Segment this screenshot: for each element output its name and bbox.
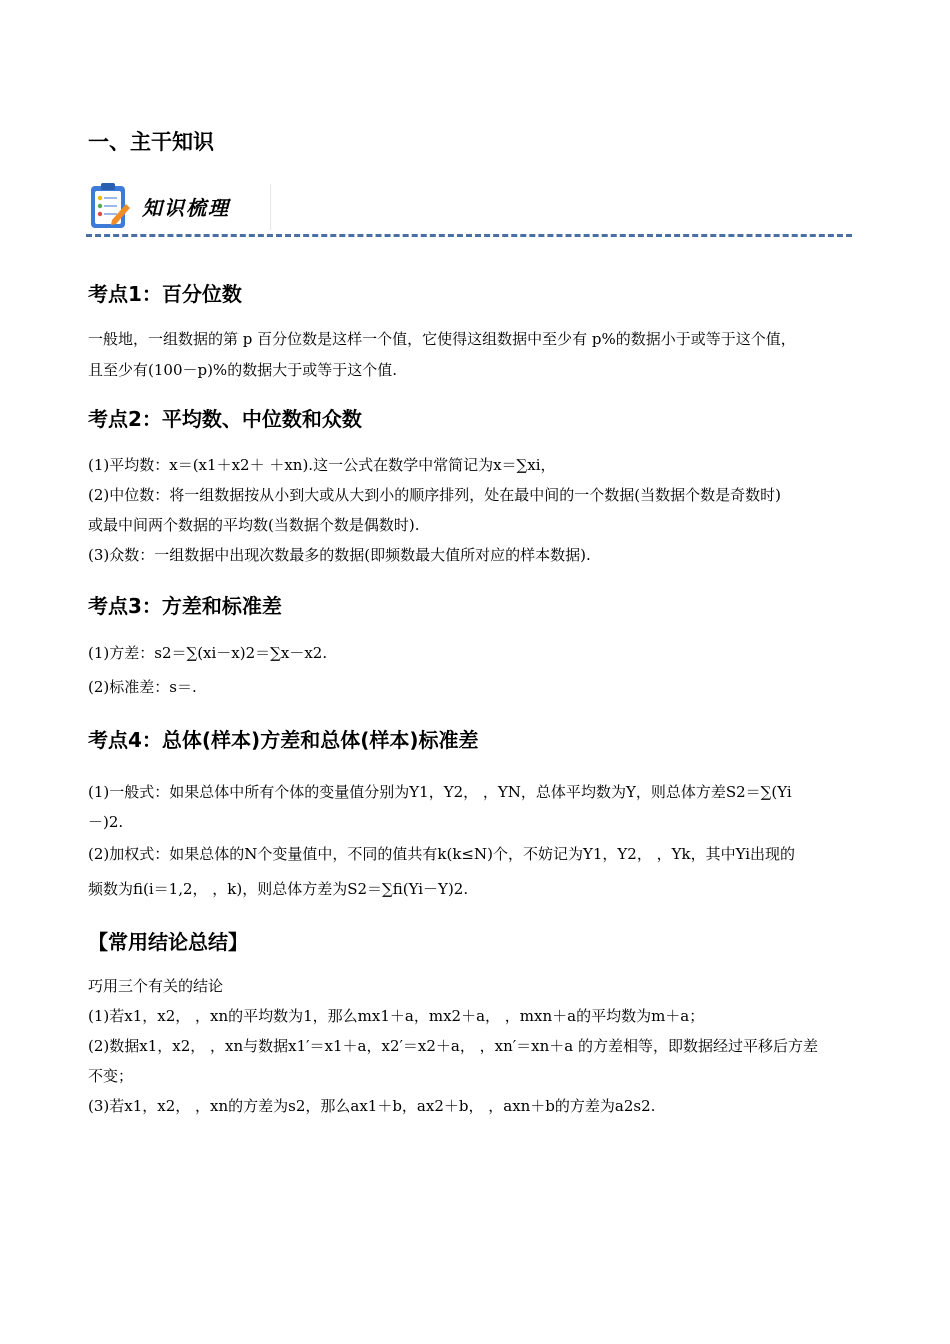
- k2-line-3: 或最中间两个数据的平均数(当数据个数是偶数时).: [88, 516, 420, 534]
- section-title: 一、主干知识: [88, 130, 214, 154]
- summary-line-1: 巧用三个有关的结论: [88, 977, 224, 995]
- k2-line-2: (2)中位数：将一组数据按从小到大或从大到小的顺序排列，处在最中间的一个数据(当数据个数是奇数时): [88, 486, 781, 504]
- summary-line-5: (3)若x1，x2， ，xn的方差为s2，那么ax1＋b，ax2＋b， ，axn＋b的方差为a2s2.: [88, 1097, 656, 1115]
- k4-line-3: (2)加权式：如果总体的N个变量值中，不同的值共有k(k≤N)个，不妨记为Y1，Y2， ，Yk，其中Yi出现的: [88, 845, 796, 863]
- k3-line-1: (1)方差：s2＝∑(xi－x)2＝∑x－x2.: [88, 644, 328, 662]
- k3-line-2: (2)标准差：s＝.: [88, 678, 197, 696]
- knowledge-banner: [86, 176, 852, 240]
- k3-title: 考点3：方差和标准差: [88, 594, 282, 618]
- banner-title: 知识梳理: [142, 196, 230, 220]
- k1-line-1-text: 一般地，一组数据的第 p 百分位数是这样一个值，它使得这组数据中至少有 p%的数据小于或等于这个值，: [88, 330, 796, 348]
- k1-line-2: 且至少有(100－p)%的数据大于或等于这个值.: [88, 361, 397, 379]
- summary-line-3: (2)数据x1，x2， ，xn与数据x1′＝x1＋a，x2′＝x2＋a， ，xn′＝xn＋a 的方差相等，即数据经过平移后方差: [88, 1037, 818, 1055]
- summary-line-2: (1)若x1，x2， ，xn的平均数为1，那么mx1＋a，mx2＋a， ，mxn＋a的平均数为m＋a；: [88, 1007, 705, 1025]
- k1-line-1: [88, 329, 796, 349]
- banner-title-box: [136, 184, 271, 230]
- dashed-divider: [86, 234, 852, 237]
- k2-line-1: (1)平均数：x＝(x1＋x2＋ ＋xn).这一公式在数学中常简记为x＝∑xi，: [88, 456, 556, 474]
- k2-line-4: (3)众数：一组数据中出现次数最多的数据(即频数最大值所对应的样本数据).: [88, 546, 591, 564]
- k4-title: 考点4：总体(样本)方差和总体(样本)标准差: [88, 728, 479, 752]
- k4-line-4: 频数为fi(i＝1,2， ，k)，则总体方差为S2＝∑fi(Yi－Y)2.: [88, 880, 469, 898]
- summary-line-4: 不变；: [88, 1067, 134, 1085]
- k4-line-1: (1)一般式：如果总体中所有个体的变量值分别为Y1，Y2， ，YN，总体平均数为Y，则总体方差S2＝∑(Yi: [88, 783, 792, 801]
- summary-title: 【常用结论总结】: [88, 930, 248, 954]
- k2-title: 考点2：平均数、中位数和众数: [88, 407, 362, 431]
- k1-title: 考点1：百分位数: [88, 282, 242, 306]
- k4-line-2: －)2.: [88, 813, 124, 831]
- clipboard-checklist-icon: [88, 180, 132, 232]
